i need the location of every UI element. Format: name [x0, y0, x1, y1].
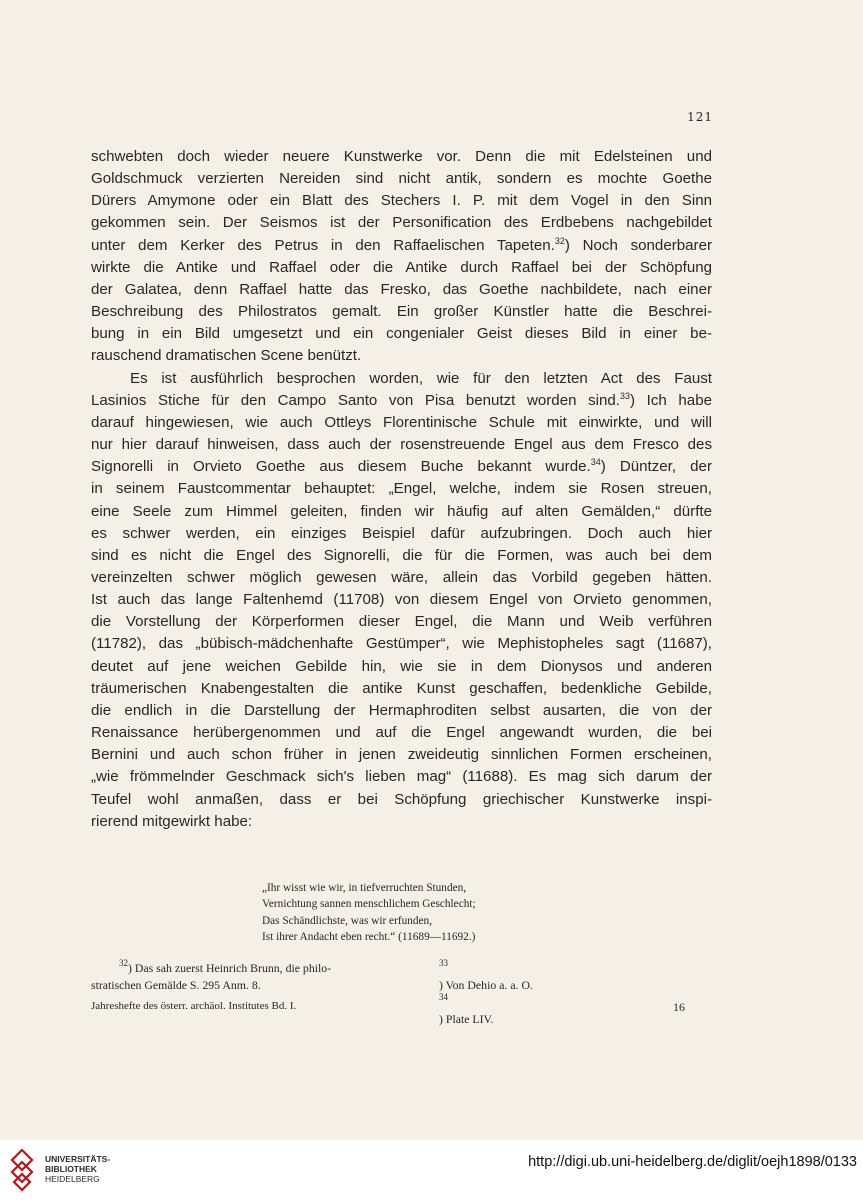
- library-logo-icon: [9, 1148, 35, 1194]
- verse-line: Vernichtung sannen menschlichem Geschlecht;: [262, 898, 476, 911]
- text-line: schwebten doch wieder neuere Kunstwerke vor. Denn die mit Edelsteinen und: [91, 148, 712, 165]
- footnote-text: stratischen Gemälde S. 295 Anm. 8.: [91, 978, 261, 992]
- footnote-ref: 34: [590, 457, 601, 468]
- verse-quote: [262, 880, 592, 945]
- text-line: wirkte die Antike und Raffael oder die Antike durch Raffael bei der Schöpfung: [91, 258, 712, 276]
- text-line: Bernini und auch schon früher in jenen zweideutig sinnlichen Formen erscheinen,: [91, 746, 712, 764]
- footnote-text: ) Das sah zuerst Heinrich Brunn, die philo-: [128, 961, 332, 975]
- text-line: rauschend dramatischen Scene benützt.: [91, 347, 362, 365]
- page-number: 121: [687, 110, 713, 124]
- text-line: „wie frömmelnder Geschmack sich's lieben mag“ (11688). Es mag sich darum der: [91, 768, 712, 786]
- footnote-marker: 33: [439, 958, 448, 968]
- footnote-ref: 32: [554, 235, 565, 246]
- text-line: in seinem Faustcommentar behauptet: „Engel, welche, indem sie Rosen streuen,: [91, 480, 712, 498]
- footnote-marker: 32: [119, 958, 128, 968]
- text-line: (11782), das „bübisch-mädchenhafte Gestümper“, wie Mephistopheles sagt (11687),: [91, 635, 712, 653]
- text-line: Beschreibung des Philostratos gemalt. Ein großer Künstler hatte die Beschrei-: [91, 303, 712, 321]
- text-line: Signorelli in Orvieto Goethe aus diesem Buche bekannt wurde.$^{34}$) Düntzer, der: [91, 457, 712, 476]
- footnote-text: ) Von Dehio a. a. O.: [439, 978, 533, 992]
- footnote-marker: 34: [439, 992, 448, 1002]
- verse-line: Das Schändlichste, was wir erfunden,: [262, 914, 433, 927]
- text-line: Goldschmuck verzierten Nereiden sind nicht antik, sondern es mochte Goethe: [91, 170, 712, 188]
- text-line: bung in ein Bild umgesetzt und ein congenialer Geist dieses Bild in einer be-: [91, 325, 712, 343]
- text-line: rierend mitgewirkt habe:: [91, 812, 253, 830]
- signature-mark: 16: [673, 1000, 685, 1014]
- text-line: vereinzelten schwer möglich gewesen wäre, allein das Vorbild gegeben hätten.: [91, 568, 712, 586]
- text-line: Lasinios Stiche für den Campo Santo von Pisa benutzt worden sind.$^{33}$) Ich habe: [91, 390, 712, 409]
- footnote-32: [91, 960, 411, 994]
- text-line: sind es nicht die Engel des Signorelli, die für die Formen, was auch bei dem: [91, 546, 712, 564]
- text-line: die Vorstellung der Körperformen dieser Engel, die Mann und Weib verführen: [91, 613, 712, 631]
- text-line: deutet auf jene weichen Gebilde hin, wie sie in dem Dionysos und anderen: [91, 657, 712, 675]
- text-line: träumerischen Knabengestalten die antike Kunst geschaffen, bedenkliche Gebilde,: [91, 679, 712, 697]
- verse-line: „Ihr wisst wie wir, in tiefverruchten Stunden,: [262, 882, 467, 894]
- footnote-33-34: [439, 960, 709, 1028]
- page-footer: [91, 1000, 685, 1012]
- library-name: UNIVERSITÄTS- BIBLIOTHEK HEIDELBERG: [45, 1154, 111, 1184]
- library-logo[interactable]: [9, 1148, 119, 1196]
- text-line: Renaissance herübergenommen und auf die Engel angewandt wurden, die bei: [91, 724, 712, 742]
- footnote-text: ) Plate LIV.: [439, 1012, 494, 1026]
- library-bar: [0, 1140, 863, 1204]
- text-line: darauf hingewiesen, wie auch Ottleys Florentinische Schule mit einwirkte, und will: [91, 413, 712, 431]
- verse-line: Ist ihrer Andacht eben recht.“ (11689—11692.): [262, 930, 476, 943]
- text-line: Teufel wohl anmaßen, dass er bei Schöpfung griechischer Kunstwerke inspi-: [91, 790, 712, 808]
- text-line: der Galatea, denn Raffael hatte das Fresko, das Goethe nachbildete, nach einer: [91, 280, 712, 298]
- text-line: eine Seele zum Himmel geleiten, finden wir häufig auf alten Gemälden,“ dürfte: [91, 502, 712, 520]
- source-url-link[interactable]: http://digi.ub.uni-heidelberg.de/diglit/oejh1898/0133: [528, 1154, 857, 1170]
- text-line: die endlich in die Darstellung der Hermaphroditen selbst ausarten, die von der: [91, 701, 712, 719]
- text-line: nur hier darauf hinweisen, dass auch der rosenstreuende Engel aus dem Fresco des: [91, 436, 712, 454]
- text-line: Dürers Amymone oder ein Blatt des Stechers I. P. mit dem Vogel in den Sinn: [91, 192, 712, 210]
- footnote-ref: 33: [620, 390, 631, 401]
- text-line: es schwer werden, ein einziges Beispiel dafür aufzubringen. Doch auch hier: [91, 524, 712, 542]
- journal-line: Jahreshefte des österr. archäol. Institutes Bd. I.: [91, 1000, 297, 1012]
- text-line: unter dem Kerker des Petrus in den Raffaelischen Tapeten.$^{32}$) Noch sonderbarer: [91, 235, 712, 254]
- text-line: Es ist ausführlich besprochen worden, wie für den letzten Act des Faust: [130, 369, 712, 387]
- text-line: Ist auch das lange Faltenhemd (11708) von diesem Engel von Orvieto genommen,: [91, 591, 712, 609]
- text-line: gekommen sein. Der Seismos ist der Personification des Erdbebens nachgebildet: [91, 214, 712, 232]
- body-text: [91, 146, 712, 833]
